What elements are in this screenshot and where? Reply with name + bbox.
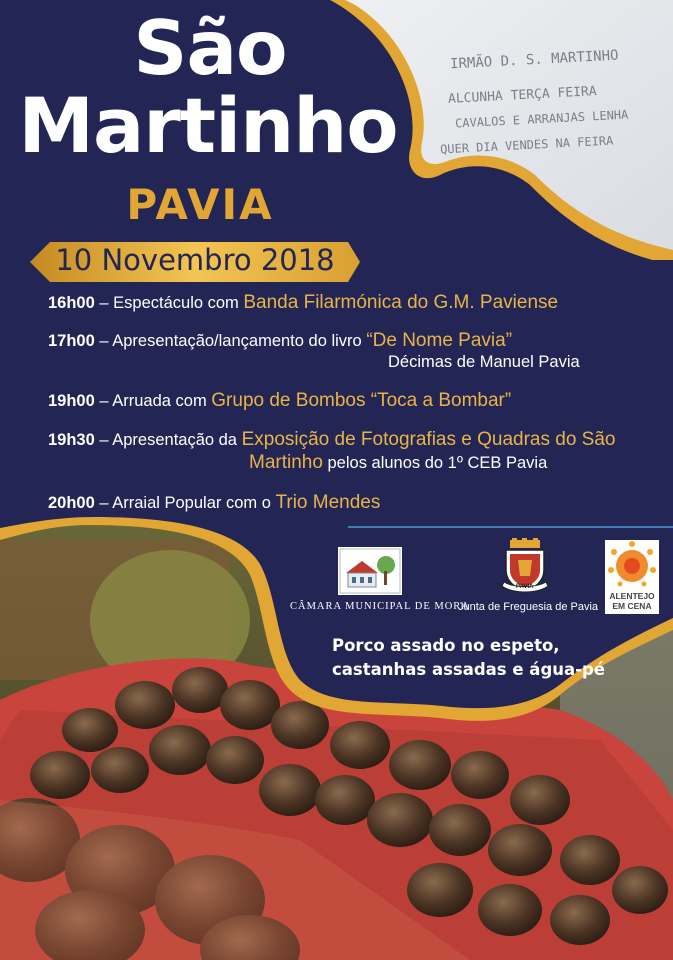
event-text: – Apresentação da xyxy=(94,431,242,449)
alentejo-line-2: EM CENA xyxy=(612,601,652,611)
event-highlight: Banda Filarmónica do G.M. Paviense xyxy=(243,292,559,313)
whiteboard-text: IRMÃO D. S. MARTINHO xyxy=(449,47,619,73)
event-item xyxy=(48,330,512,352)
event-date: 10 Novembro 2018 xyxy=(55,243,335,277)
event-text: pelos alunos do 1º CEB Pavia xyxy=(322,454,548,472)
food-line-2: castanhas assadas e água-pé xyxy=(332,660,605,679)
event-highlight: Martinho xyxy=(249,452,323,473)
event-highlight: Grupo de Bombos “Toca a Bombar” xyxy=(211,390,512,411)
event-time: 17h00 xyxy=(48,332,95,350)
title-line-1: São xyxy=(133,4,287,92)
food-line-1: Porco assado no espeto, xyxy=(332,636,560,655)
town-hall-icon xyxy=(338,547,402,595)
crest-label: PAVIA xyxy=(516,584,534,590)
whiteboard-text: ALCUNHA TERÇA FEIRA xyxy=(447,84,598,107)
camara-caption: CÂMARA MUNICIPAL DE MORA xyxy=(290,601,470,612)
camara-logo xyxy=(338,547,402,595)
event-text: – Arraial Popular com o xyxy=(94,494,276,512)
event-text: – Apresentação/lançamento do livro xyxy=(94,332,367,350)
wave-shape xyxy=(0,480,673,750)
event-highlight: Exposição de Fotografias e Quadras do São xyxy=(241,429,616,450)
junta-caption: Junta de Freguesia de Pavia xyxy=(458,601,599,613)
event-subline xyxy=(249,452,547,474)
whiteboard-text: CAVALOS E ARRANJAS LENHA xyxy=(454,107,629,131)
event-time: 19h30 xyxy=(48,431,95,449)
event-item xyxy=(48,292,558,314)
alentejo-line-1: ALENTEJO xyxy=(609,591,655,601)
divider xyxy=(348,526,673,528)
event-time: 19h00 xyxy=(48,392,95,410)
whiteboard-text: QUER DIA VENDES NA FEIRA xyxy=(439,133,614,157)
alentejo-icon xyxy=(605,540,659,592)
event-time: 20h00 xyxy=(48,494,95,512)
event-highlight: “De Nome Pavia” xyxy=(366,330,513,351)
event-item xyxy=(48,492,380,514)
event-text: – Espectáculo com xyxy=(94,294,244,312)
title-line-2: Martinho xyxy=(18,81,398,170)
event-item xyxy=(48,390,511,412)
event-subline: Décimas de Manuel Pavia xyxy=(388,353,580,371)
event-highlight: Trio Mendes xyxy=(275,492,381,513)
event-text: – Arruada com xyxy=(94,392,212,410)
event-time: 16h00 xyxy=(48,294,95,312)
event-item xyxy=(48,429,615,451)
alentejo-logo xyxy=(605,540,659,614)
subtitle: PAVIA xyxy=(126,180,274,229)
